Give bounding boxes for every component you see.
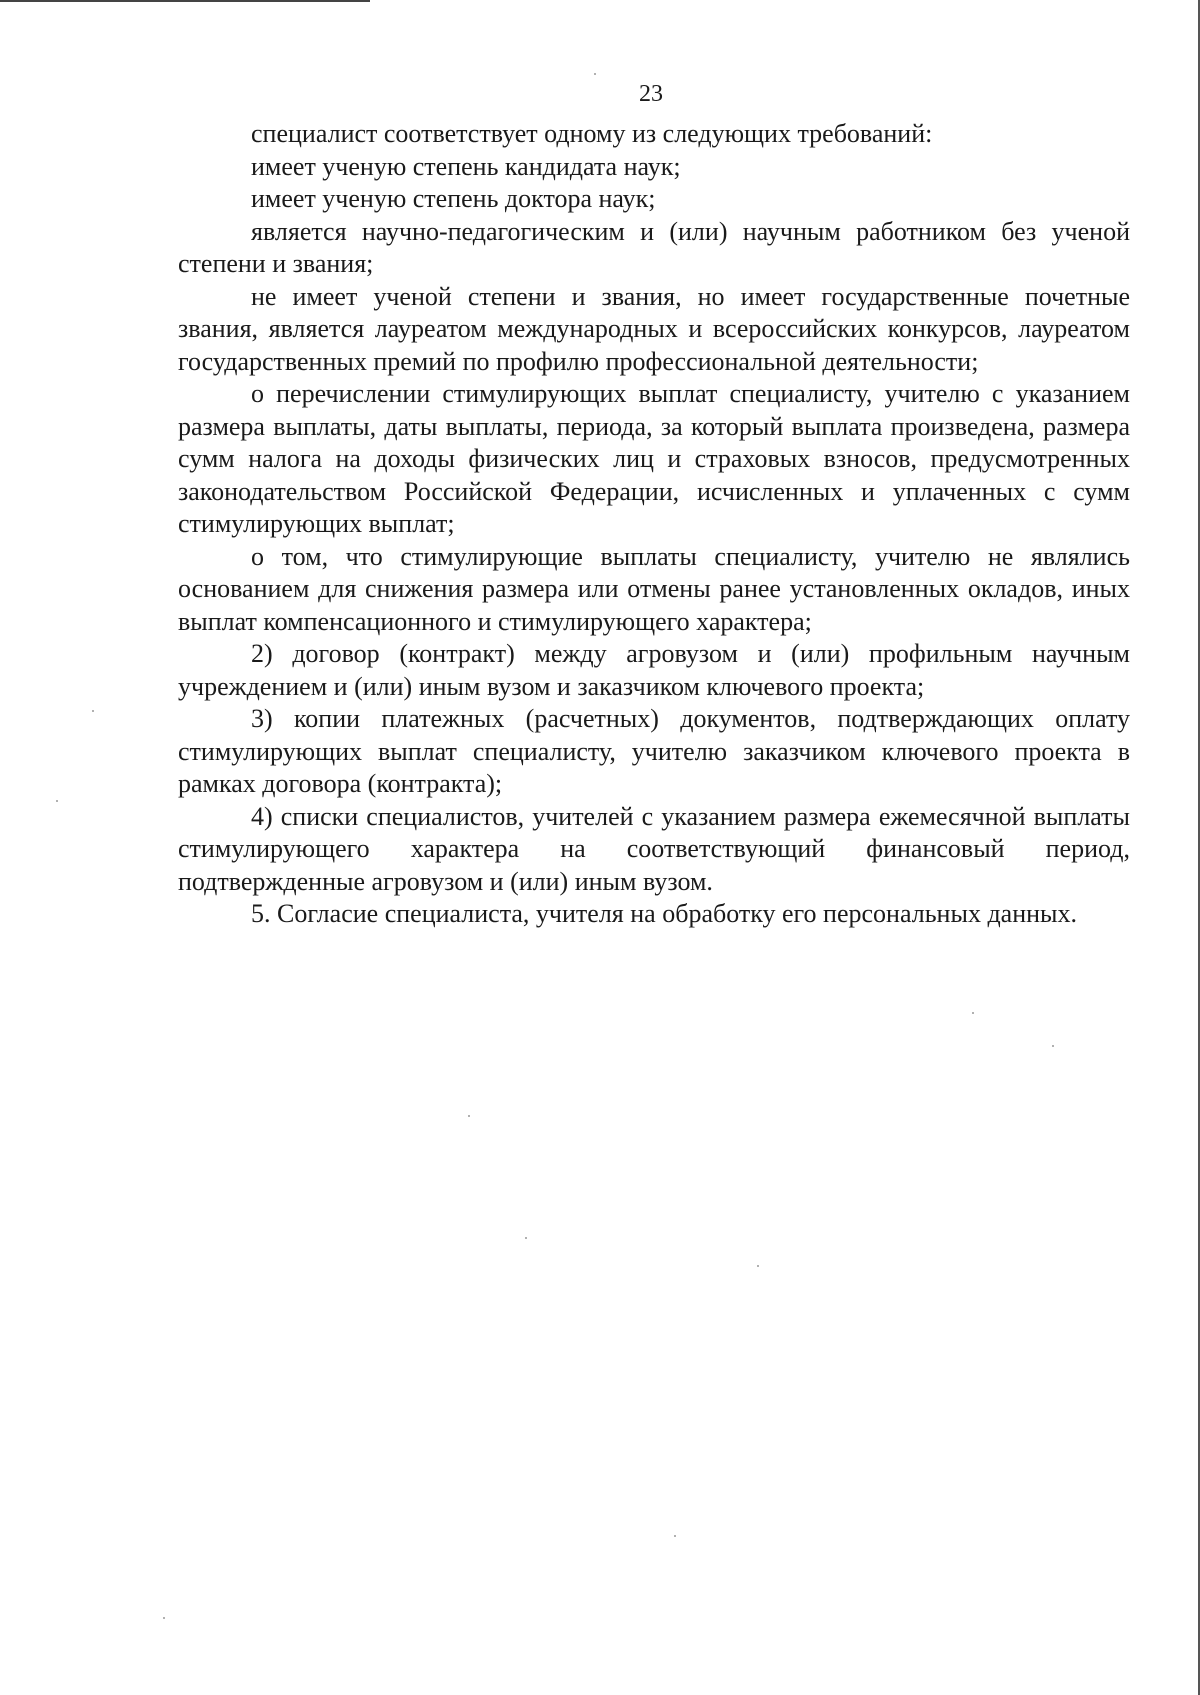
document-body: [178, 118, 1130, 931]
paragraph-item-2-contract: 2) договор (контракт) между агровузом и (или) профильным научным учреждением и (или) иным вузом и заказчиком ключевого проекта;: [178, 639, 1130, 701]
scan-speck: [56, 800, 58, 802]
paragraph-no-salary-reduction: о том, что стимулирующие выплаты специалисту, учителю не являлись основанием для снижения размера или отмены ранее установленных окладов, иных выплат компенсационного и стимулирующего характера;: [178, 541, 1130, 636]
paragraph-research-worker: является научно-педагогическим и (или) научным работником без ученой степени и звания;: [178, 216, 1130, 278]
page-number: 23: [639, 81, 663, 107]
scan-speck: [525, 1237, 527, 1239]
paragraph-requirements-intro: специалист соответствует одному из следующих требований:: [251, 119, 933, 148]
paragraph-item-4-lists: 4) списки специалистов, учителей с указанием размера ежемесячной выплаты стимулирующего характера на соответствующий финансовый период, подтвержденные агровузом и (или) иным вузом.: [178, 801, 1130, 896]
paragraph-item-5-consent: 5. Согласие специалиста, учителя на обработку его персональных данных.: [251, 899, 1078, 928]
scan-speck: [468, 1115, 470, 1117]
scan-speck: [594, 73, 596, 75]
paragraph-item-3-payment-copies: 3) копии платежных (расчетных) документов, подтверждающих оплату стимулирующих выплат специалисту, учителю заказчиком ключевого проекта в рамках договора (контракта);: [178, 704, 1130, 798]
paragraph-doctor-degree: имеет ученую степень доктора наук;: [251, 184, 656, 213]
paragraph-incentive-payments: о перечислении стимулирующих выплат специалисту, учителю с указанием размера выплаты, даты выплаты, периода, за который выплата произведена, размера сумм налога на доходы физических лиц и страховых взносов, предусмотренных законодательством Российской Федерации, исчисленных и уплаченных с сумм стимулирующих выплат;: [178, 379, 1130, 538]
paragraph-candidate-degree: имеет ученую степень кандидата наук;: [251, 151, 681, 181]
scan-speck: [163, 1617, 165, 1619]
scan-edge-top: [0, 0, 370, 2]
scan-speck: [972, 1012, 974, 1014]
scan-speck: [757, 1265, 759, 1267]
scan-speck: [674, 1535, 676, 1537]
scan-speck: [92, 710, 94, 712]
paragraph-honorary-titles: не имеет ученой степени и звания, но имеет государственные почетные звания, является лауреатом международных и всероссийских конкурсов, лауреатом государственных премий по профилю профессиональной деятельности;: [178, 281, 1130, 376]
scan-speck: [1052, 1045, 1054, 1047]
